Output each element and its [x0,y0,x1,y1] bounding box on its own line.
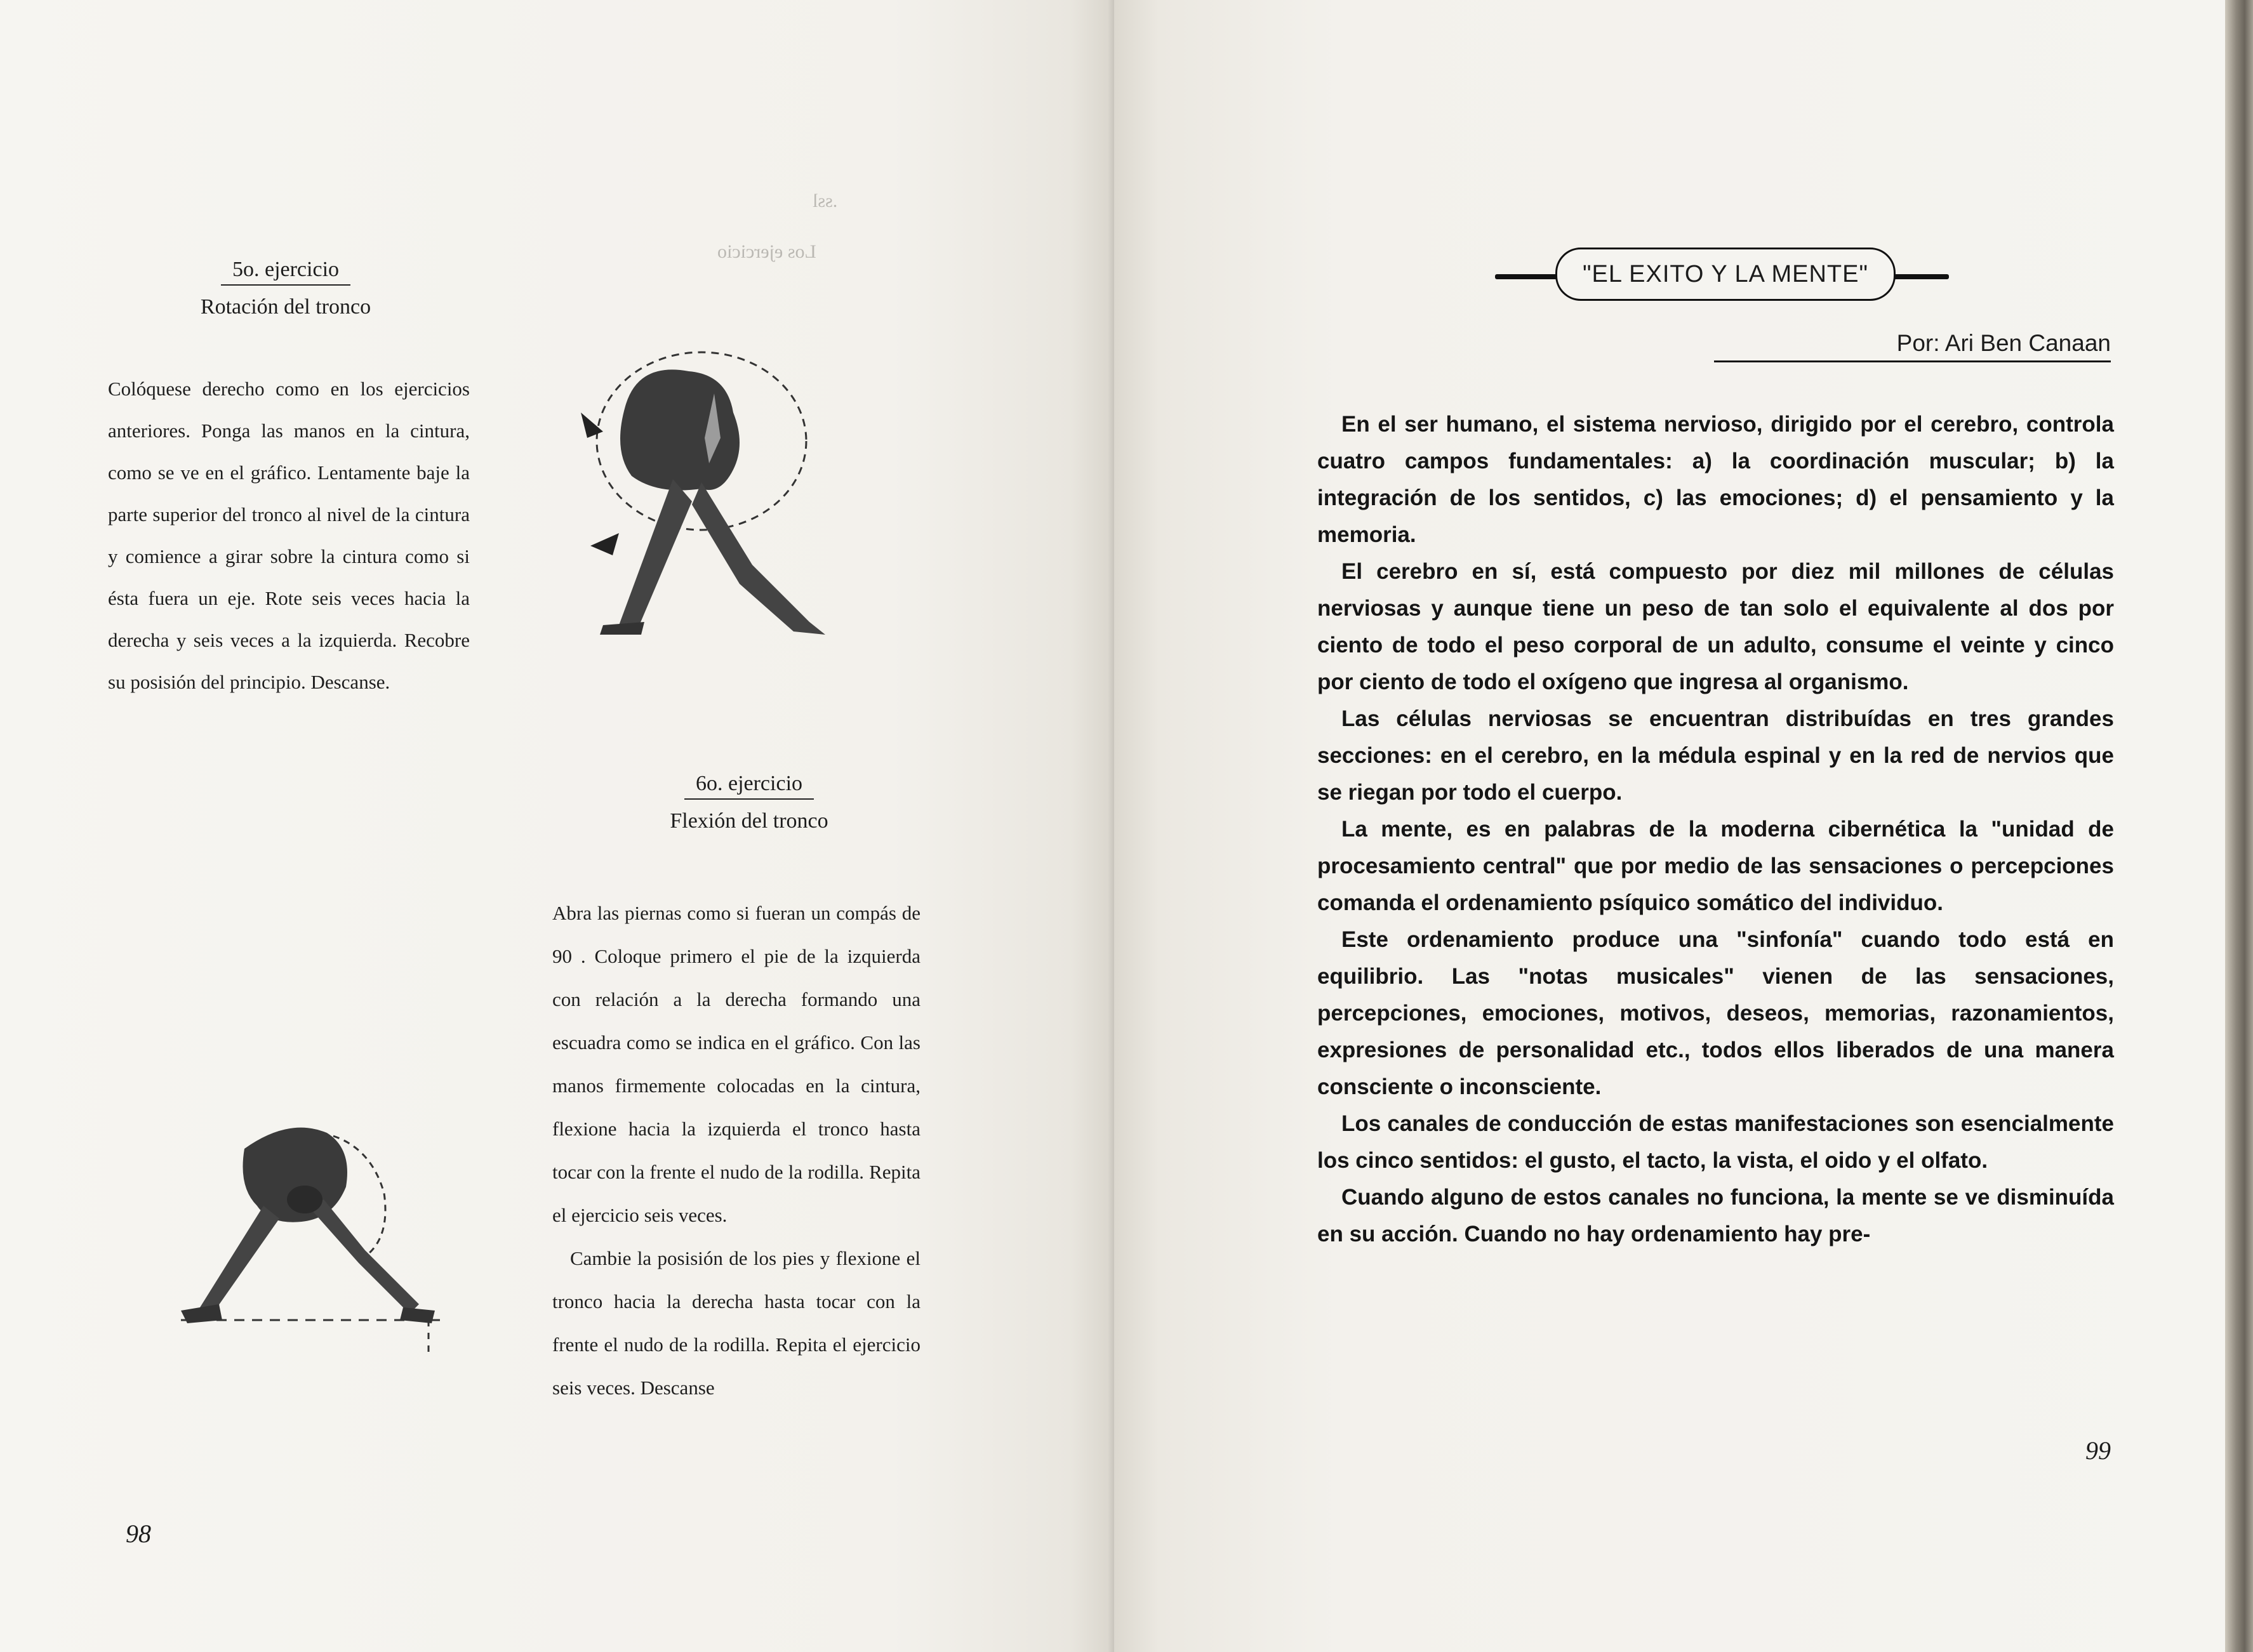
article-paragraph: En el ser humano, el sistema nervioso, dirigido por el cerebro, controla cuatro campos fundamentales: a) la coordinación muscular; b) la integración de los sentidos, c) las emociones; d) el pensamiento y la memoria. [1317,412,2114,547]
article-byline: Por: Ari Ben Canaan [1714,330,2111,362]
exercise-6-paragraph: Cambie la posisión de los pies y flexione el tronco hacia la derecha hasta tocar con la frente el nudo de la rodilla. Repita el ejercicio seis veces. Descanse [552,1247,920,1399]
page-edge [2225,0,2253,1652]
article-paragraph: El cerebro en sí, está compuesto por diez mil millones de células nerviosas y aunque tiene un peso de tan solo el equivalente al dos por ciento de todo el peso corporal de un adulto, consume el veinte y cinco por ciento de todo el oxígeno que ingresa al organismo. [1317,559,2114,694]
exercise-6-paragraph: Abra las piernas como si fueran un compás de 90 . Coloque primero el pie de la izquierda con relación a la derecha formando una escuadra como se indica en el gráfico. Con las manos firmemente colocadas en la cintura, flexione hacia la izquierda el tronco hasta tocar con la frente el nudo de la rodilla. Repita el ejercicio seis veces. [552,902,920,1226]
left-page [0,0,1114,1652]
exercise-5-number: 5o. ejercicio [221,257,350,286]
article-paragraph: Este ordenamiento produce una "sinfonía" cuando todo está en equilibrio. Las "notas musicales" vienen de las sensaciones, percepciones, emociones, motivos, deseos, memorias, razonamientos, expresiones de personalidad etc., todos ellos liberados de una manera consciente o inconsciente. [1317,927,2114,1099]
article-paragraph: Cuando alguno de estos canales no funciona, la mente se ve disminuída en su acción. Cuando no hay ordenamiento hay pre- [1317,1185,2114,1246]
page-number-right: 99 [2085,1436,2111,1465]
exercise-5-title: Rotación del tronco [200,294,371,319]
exercise-5-heading [159,257,413,320]
exercise-6-text [552,892,920,1410]
exercise-6-heading [571,771,927,835]
page-number-left: 98 [126,1519,151,1548]
article-paragraph: La mente, es en palabras de la moderna cibernética la "unidad de procesamiento central" que por medio de las sensaciones o percepciones comanda el ordenamiento psíquico somático del individuo. [1317,817,2114,915]
article-paragraph: Los canales de conducción de estas manifestaciones son esencialmente los cinco sentidos: el gusto, el tacto, la vista, el oido y el olfato. [1317,1111,2114,1173]
trunk-rotation-figure [543,336,867,654]
article-title: "EL EXITO Y LA MENTE" [1555,248,1896,301]
article-body [1317,406,2114,1253]
exercise-6-number: 6o. ejercicio [684,771,814,800]
article-title-banner [1495,248,1952,305]
article-paragraph: Las células nerviosas se encuentran distribuídas en tres grandes secciones: en el cerebro, en la médula espinal y en la red de nervios que se riegan por todo el cuerpo. [1317,706,2114,805]
bleed-through-text: Los ejercicio [717,241,816,262]
bleed-through-text: .ssl [813,190,838,211]
trunk-flexion-figure [143,1111,486,1377]
exercise-5-text: Colóquese derecho como en los ejercicios anteriores. Ponga las manos en la cintura, como se ve en el gráfico. Lentamente baje la parte superior del tronco al nivel de la cintura y comience a girar sobre la cintura como si ésta fuera un eje. Rote seis veces hacia la derecha y seis veces a la izquierda. Recobre su posisión del principio. Descanse. [108,378,470,693]
exercise-6-title: Flexión del tronco [670,809,828,833]
